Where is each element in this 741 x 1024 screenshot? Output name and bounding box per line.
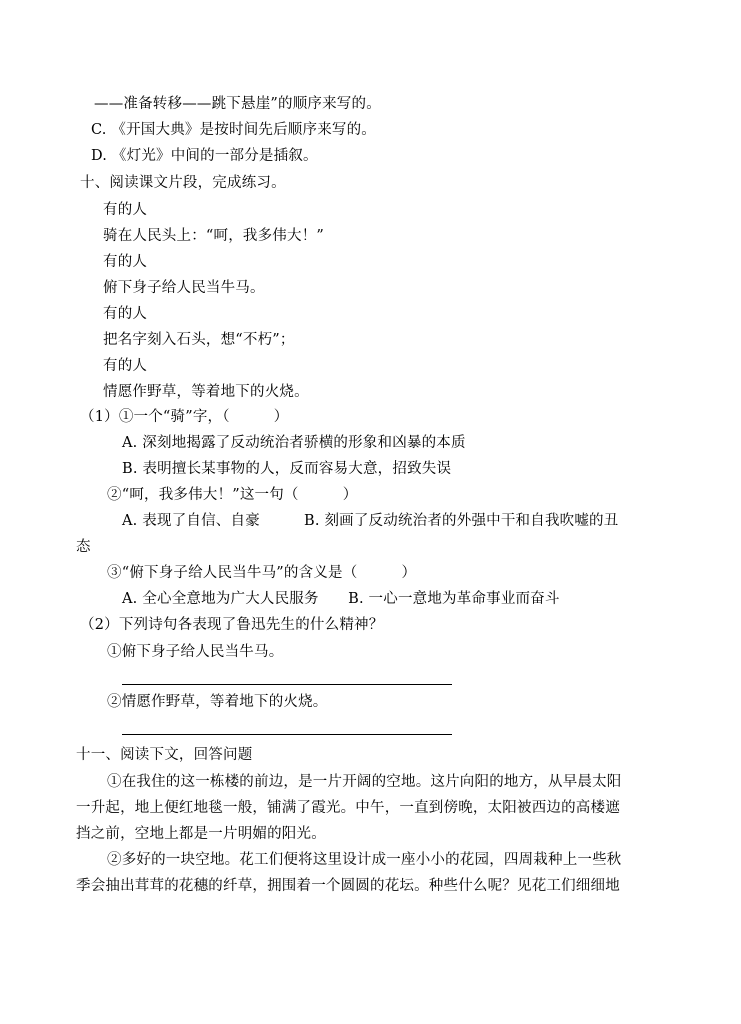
answer-line-1[interactable] [122,684,452,685]
paragraph-1-line: 一升起，地上便红地毯一般，铺满了霞光。中午，一直到傍晚，太阳被西边的高楼遮 [76,800,620,816]
question-1-sub2-wrap: 态 [76,539,91,555]
poem-line: 有的人 [103,306,148,322]
question-2-label: （2）下列诗句各表现了鲁迅先生的什么精神？ [80,617,384,633]
question-1-label: （1）①一个“骑”字，（ ） [80,409,289,425]
section-11-heading: 十一、阅读下文，回答问题 [76,747,253,763]
option-d: D. 《灯光》中间的一部分是插叙。 [91,148,318,164]
poem-line: 骑在人民头上：“呵，我多伟大！” [103,228,325,244]
question-1-sub2: ②“呵，我多伟大！”这一句（ ） [107,487,358,503]
answer-line-2[interactable] [122,734,452,735]
poem-line: 把名字刻入石头，想“不朽”； [103,332,295,348]
question-1-sub2-options: A. 表现了自信、自豪 B. 刻画了反动统治者的外强中干和自我吹嘘的丑 [122,513,619,529]
paragraph-2-line: ②多好的一块空地。花工们便将这里设计成一座小小的花园，四周栽种上一些秋 [107,852,622,868]
continuation-line: ——准备转移——跳下悬崖”的顺序来写的。 [94,96,381,112]
question-2-item-2: ②情愿作野草，等着地下的火烧。 [107,694,328,710]
question-1-sub3-options: A. 全心全意地为广大人民服务 B. 一心一意地为革命事业而奋斗 [122,591,560,607]
poem-line: 俯下身子给人民当牛马。 [103,280,265,296]
question-1-option-b: B. 表明擅长某事物的人，反而容易大意，招致失误 [122,461,452,477]
section-10-heading: 十、阅读课文片段，完成练习。 [80,175,286,191]
question-1-option-a: A. 深刻地揭露了反动统治者骄横的形象和凶暴的本质 [122,435,466,451]
poem-line: 情愿作野草，等着地下的火烧。 [103,384,309,400]
poem-line: 有的人 [103,202,148,218]
question-2-item-1: ①俯下身子给人民当牛马。 [107,644,284,660]
poem-line: 有的人 [103,358,148,374]
paragraph-1-line: 挡之前，空地上都是一片明媚的阳光。 [76,826,326,842]
paragraph-1-line: ①在我住的这一栋楼的前边，是一片开阔的空地。这片向阳的地方，从早晨太阳 [107,774,622,790]
option-c: C. 《开国大典》是按时间先后顺序来写的。 [91,122,376,138]
poem-line: 有的人 [103,254,148,270]
question-1-sub3: ③“俯下身子给人民当牛马”的含义是（ ） [107,565,417,581]
paragraph-2-line: 季会抽出茸茸的花穗的纤草，拥围着一个圆圆的花坛。种些什么呢？见花工们细细地 [76,878,620,894]
